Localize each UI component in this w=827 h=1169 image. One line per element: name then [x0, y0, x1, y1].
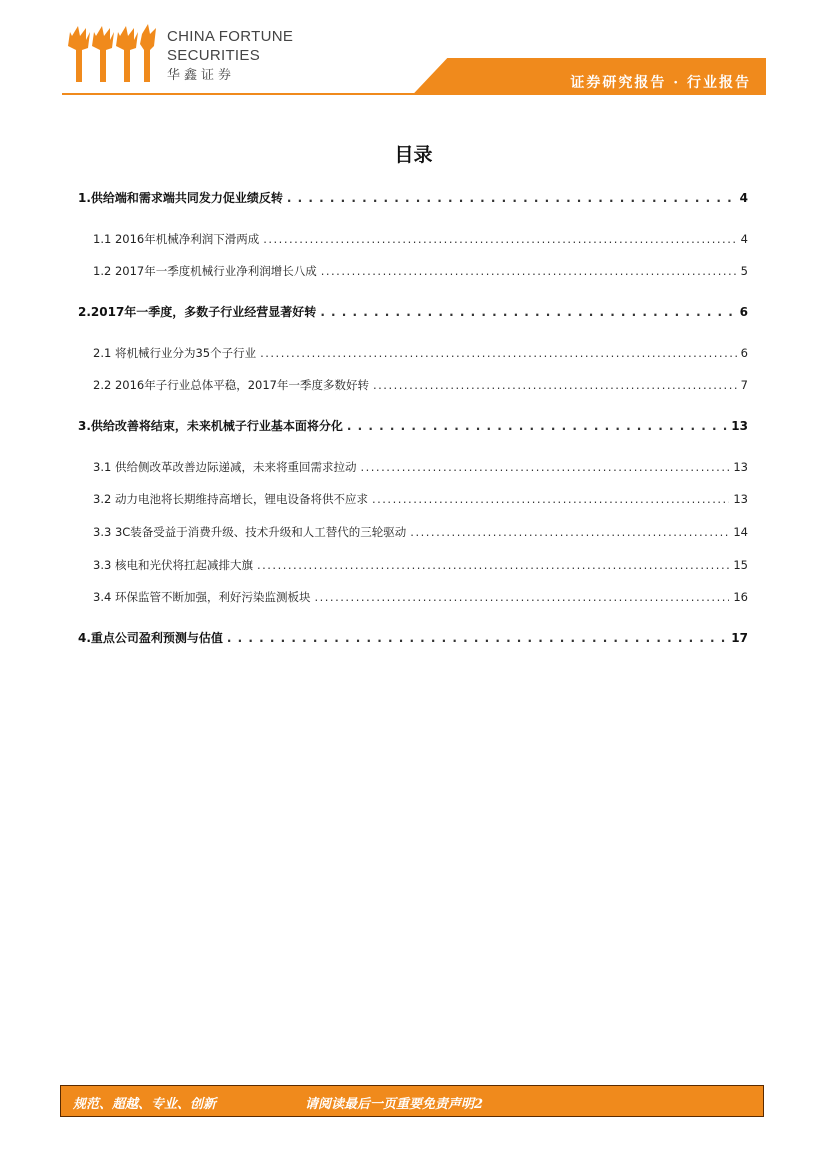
- toc-entry-label: 2.2017年一季度，多数子行业经营显著好转: [78, 305, 317, 319]
- toc-entry[interactable]: [93, 557, 748, 573]
- logo-english-name: [167, 27, 293, 65]
- toc-entry-label: 3.供给改善将结束，未来机械子行业基本面将分化: [78, 419, 343, 433]
- toc-entry-page: 4: [740, 232, 748, 246]
- toc-entry[interactable]: [78, 189, 748, 206]
- toc-entry-page: 7: [740, 378, 748, 392]
- toc-entry-label: 2.1 将机械行业分为35个子行业: [93, 346, 257, 360]
- toc-entry-page: 13: [733, 492, 748, 506]
- toc-entry-page: 17: [731, 631, 748, 645]
- toc-entry-label: 3.1 供给侧改革改善边际递减，未来将重回需求拉动: [93, 460, 357, 474]
- toc-entry-label: 2.2 2016年子行业总体平稳，2017年一季度多数好转: [93, 378, 369, 392]
- header-divider: [62, 93, 766, 95]
- report-type-tag: 证券研究报告 · 行业报告: [570, 75, 751, 91]
- logo-chinese-name: 华鑫证券: [167, 68, 236, 83]
- company-logo: [66, 22, 158, 84]
- toc-entry-label: 1.2 2017年一季度机械行业净利润增长八成: [93, 264, 317, 278]
- toc-dot-leader: [257, 558, 729, 572]
- toc-entry[interactable]: [93, 263, 748, 279]
- toc-entry-label: 3.4 环保监管不断加强，利好污染监测板块: [93, 590, 311, 604]
- toc-dot-leader: [321, 264, 737, 278]
- toc-dot-leader: [260, 346, 737, 360]
- toc-dot-leader: [360, 460, 729, 474]
- toc-entry-label: 3.3 核电和光伏将扛起减排大旗: [93, 558, 253, 572]
- toc-dot-leader: [263, 232, 736, 246]
- toc-entry-page: 14: [733, 525, 748, 539]
- footer-bar: [60, 1085, 764, 1117]
- footer-disclaimer-notice: 请阅读最后一页重要免责声明2: [305, 1097, 484, 1112]
- toc-entry-label: 3.2 动力电池将长期维持高增长，锂电设备将供不应求: [93, 492, 368, 506]
- toc-dot-leader: [373, 378, 737, 392]
- toc-entry-page: 6: [739, 305, 748, 319]
- toc-entry[interactable]: [93, 491, 748, 507]
- logo-en-line2: SECURITIES: [167, 47, 261, 64]
- toc-entry[interactable]: [78, 417, 748, 434]
- toc-entry-page: 5: [740, 264, 748, 278]
- toc-dot-leader: [287, 191, 736, 205]
- toc-entry-label: 1.供给端和需求端共同发力促业绩反转: [78, 191, 283, 205]
- toc-entry-label: 1.1 2016年机械净利润下滑两成: [93, 232, 260, 246]
- toc-entry-page: 13: [731, 419, 748, 433]
- toc-entry[interactable]: [93, 459, 748, 475]
- toc-dot-leader: [347, 419, 727, 433]
- toc-entry-page: 13: [733, 460, 748, 474]
- logo-en-line1: CHINA FORTUNE: [167, 28, 294, 45]
- toc-entry-page: 6: [740, 346, 748, 360]
- toc-entry[interactable]: [93, 345, 748, 361]
- toc-entry[interactable]: [93, 589, 748, 605]
- toc-dot-leader: [314, 590, 729, 604]
- toc-entry-page: 15: [733, 558, 748, 572]
- toc-dot-leader: [320, 305, 735, 319]
- toc-title: 目录: [394, 144, 433, 166]
- toc-entry[interactable]: [93, 377, 748, 393]
- toc-dot-leader: [372, 492, 729, 506]
- toc-entry[interactable]: [93, 524, 748, 540]
- toc-entry-label: 3.3 3C装备受益于消费升级、技术升级和人工替代的三轮驱动: [93, 525, 407, 539]
- toc-entry-page: 4: [739, 191, 748, 205]
- toc-entry-label: 4.重点公司盈利预测与估值: [78, 631, 223, 645]
- toc-entry[interactable]: [78, 303, 748, 320]
- footer-motto: 规范、超越、专业、创新: [73, 1097, 217, 1112]
- toc-entry-page: 16: [733, 590, 748, 604]
- toc-entry[interactable]: [78, 629, 748, 646]
- toc-dot-leader: [227, 631, 727, 645]
- toc-dot-leader: [410, 525, 729, 539]
- toc-entry[interactable]: [93, 231, 748, 247]
